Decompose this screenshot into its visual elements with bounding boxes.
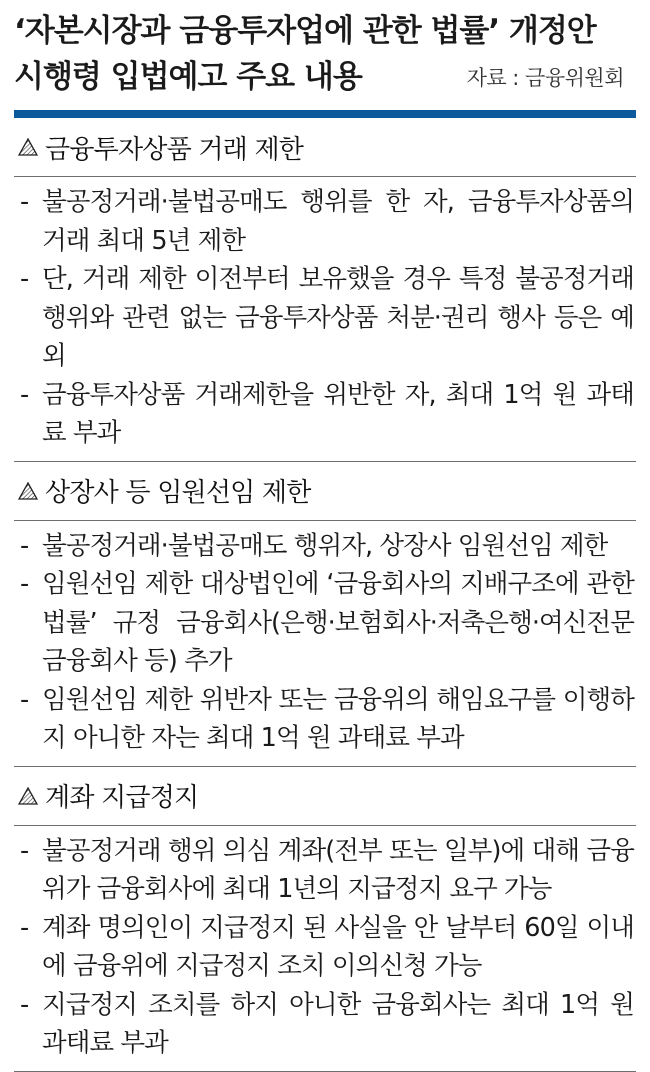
accent-rule <box>14 110 636 118</box>
source-credit: 자료 : 금융위원회 <box>466 66 624 90</box>
section <box>14 767 636 1072</box>
hatched-triangle-icon <box>18 482 38 500</box>
section <box>14 462 636 767</box>
bullet-text: 불공정거래·불법공매도 행위를 한 자, 금융투자상품의 거래 최대 5년 제한 <box>42 187 634 256</box>
bullet-text: 불공정거래·불법공매도 행위자, 상장사 임원선임 제한 <box>42 530 608 561</box>
bullet-list <box>14 177 636 461</box>
sections-container <box>14 118 636 1072</box>
dash-bullet-icon: - <box>20 379 29 410</box>
section-title: 계좌 지급정지 <box>45 783 199 813</box>
section <box>14 118 636 462</box>
bullet-text: 계좌 명의인이 지급정지 된 사실을 안 날부터 60일 이내에 금융위에 지급정지 조치 이의신청 가능 <box>42 912 634 981</box>
bullet-item <box>16 565 634 681</box>
dash-bullet-icon: - <box>20 187 29 217</box>
bullet-text: 지급정지 조치를 하지 아니한 금융회사는 최대 1억 원 과태료 부과 <box>42 989 634 1058</box>
section-header <box>14 462 636 521</box>
section-title: 상장사 등 임원선임 제한 <box>45 478 311 508</box>
dash-bullet-icon: - <box>20 989 29 1020</box>
bullet-item <box>16 681 634 758</box>
dash-bullet-icon: - <box>20 684 29 715</box>
bullet-text: 임원선임 제한 위반자 또는 금융위의 해임요구를 이행하지 아니한 자는 최대 1억 원 과태료 부과 <box>42 684 634 753</box>
bullet-text: 단, 거래 제한 이전부터 보유했을 경우 특정 불공정거래 행위와 관련 없는 금융투자상품 처분·권리 행사 등은 예외 <box>42 264 634 371</box>
title-line-1: ‘자본시장과 금융투자업에 관한 법률’ 개정안 <box>14 13 596 49</box>
bullet-text: 불공정거래 행위 의심 계좌(전부 또는 일부)에 대해 금융위가 금융회사에 최대 1년의 지급정지 요구 가능 <box>42 835 634 904</box>
bullet-list <box>14 521 636 766</box>
bullet-item <box>16 832 634 909</box>
bullet-item <box>16 376 634 453</box>
bullet-text: 금융투자상품 거래제한을 위반한 자, 최대 1억 원 과태료 부과 <box>42 379 634 448</box>
dash-bullet-icon: - <box>20 912 29 943</box>
dash-bullet-icon: - <box>20 835 29 866</box>
dash-bullet-icon: - <box>20 530 29 561</box>
dash-bullet-icon: - <box>20 569 29 599</box>
section-title: 금융투자상품 거래 제한 <box>45 134 304 165</box>
header <box>14 0 636 108</box>
dash-bullet-icon: - <box>20 264 29 294</box>
hatched-triangle-icon <box>18 787 38 805</box>
hatched-triangle-icon <box>18 138 38 156</box>
section-header <box>14 118 636 177</box>
bullet-item <box>16 260 634 376</box>
bullet-item <box>16 183 634 260</box>
bullet-list <box>14 826 636 1071</box>
bullet-item <box>16 909 634 986</box>
bullet-text: 임원선임 제한 대상법인에 ‘금융회사의 지배구조에 관한 법률’ 규정 금융회사(은행·보험회사·저축은행·여신전문금융회사 등) 추가 <box>42 569 634 676</box>
section-header <box>14 767 636 826</box>
bullet-item <box>16 527 634 566</box>
title-line-2: 시행령 입법예고 주요 내용 <box>14 59 362 95</box>
bullet-item <box>16 986 634 1063</box>
